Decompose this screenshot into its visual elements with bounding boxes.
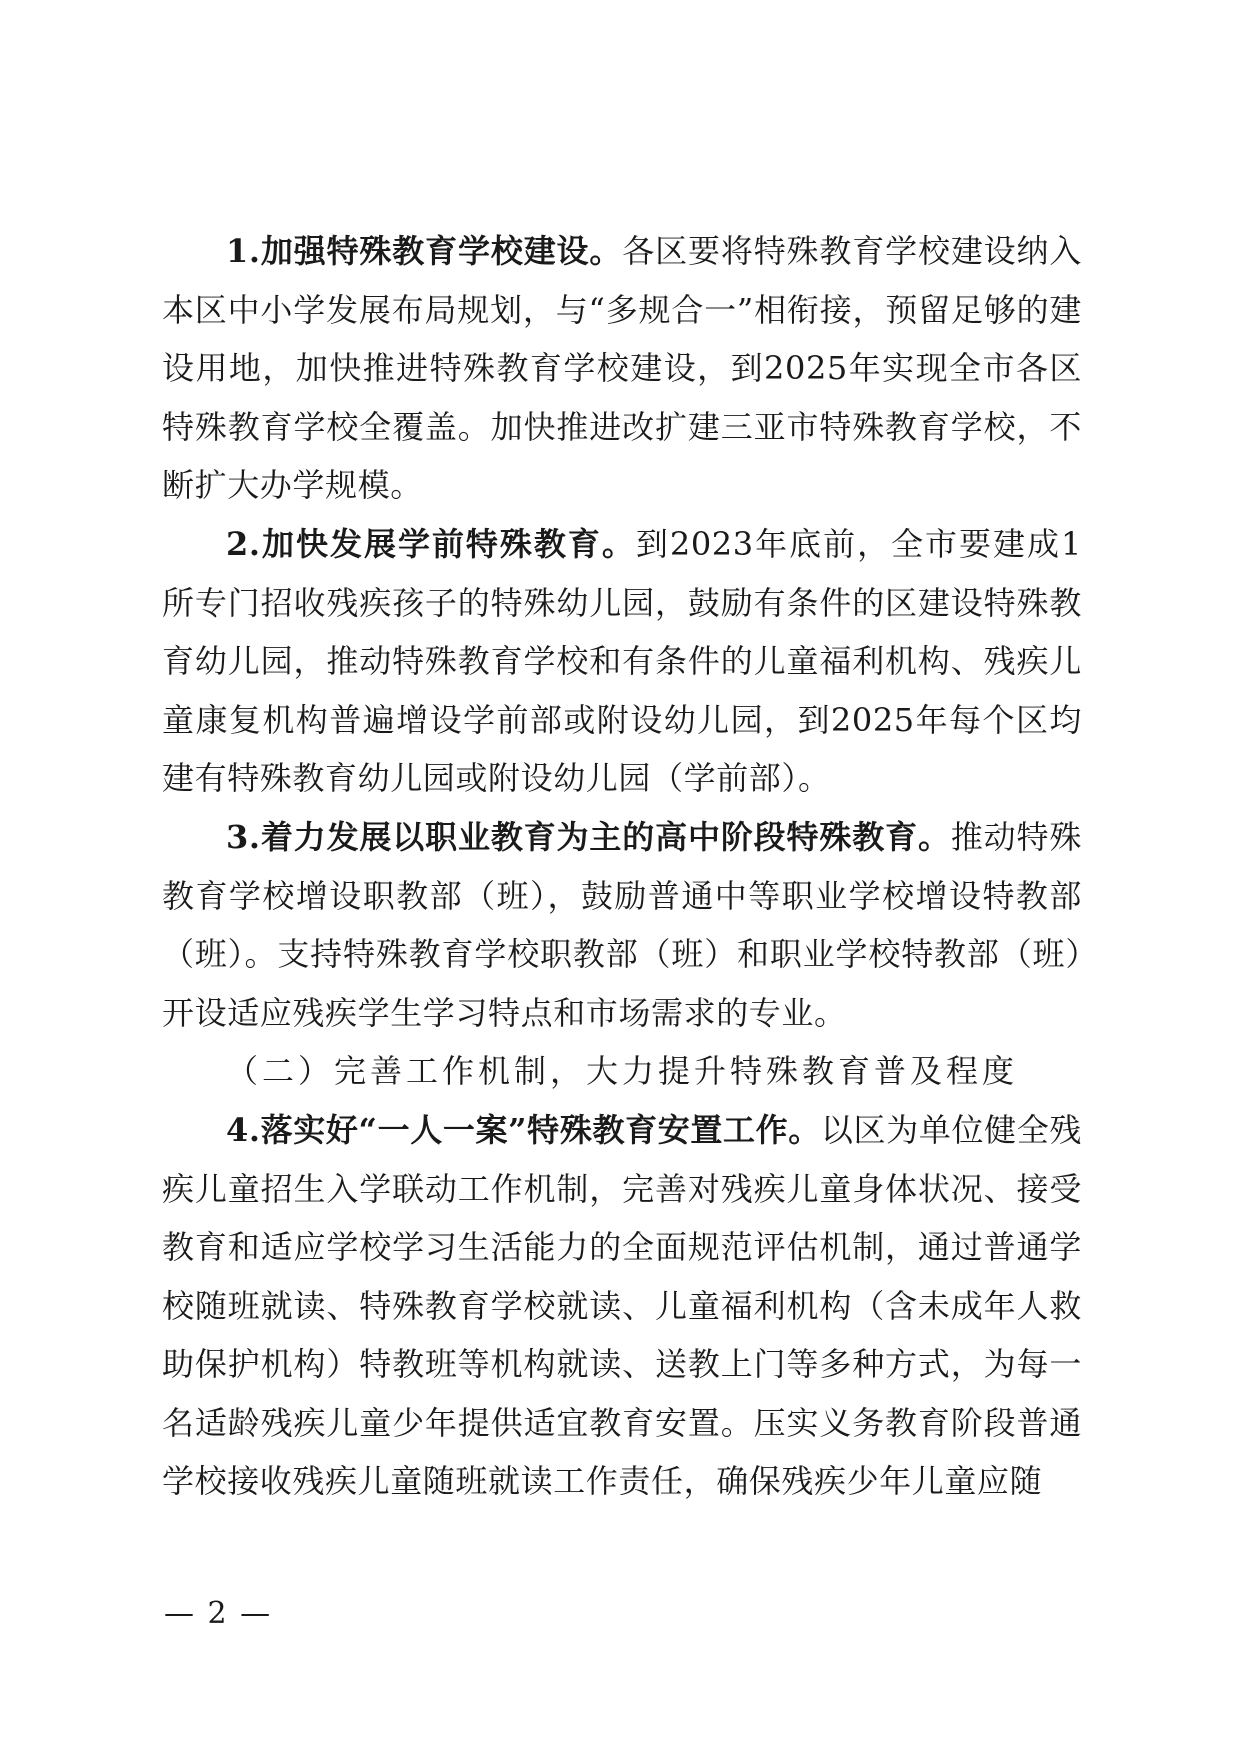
paragraph-2 xyxy=(162,515,1082,808)
paragraph-3 xyxy=(162,808,1082,1042)
paragraph-3-body: 推动特殊教育学校增设职教部（班），鼓励普通中等职业学校增设特教部（班）。支持特殊教育学校职教部（班）和职业学校特教部（班）开设适应残疾学生学习特点和市场需求的专业。 xyxy=(162,817,1082,1032)
paragraph-4-body: 以区为单位健全残疾儿童招生入学联动工作机制，完善对残疾儿童身体状况、接受教育和适应学校学习生活能力的全面规范评估机制，通过普通学校随班就读、特殊教育学校就读、儿童福利机构（含未成年人救助保护机构）特教班等机构就读、送教上门等多种方式，为每一名适龄残疾儿童少年提供适宜教育安置。压实义务教育阶段普通学校接收残疾儿童随班就读工作责任，确保残疾少年儿童应随 xyxy=(162,1110,1082,1501)
paragraph-1 xyxy=(162,222,1082,515)
section-heading: （二）完善工作机制，大力提升特殊教育普及程度 xyxy=(226,1052,1019,1091)
paragraph-4-lead: 4.落实好“一人一案”特殊教育安置工作。 xyxy=(226,1110,821,1149)
document-body xyxy=(162,222,1082,1511)
paragraph-1-lead: 1.加强特殊教育学校建设。 xyxy=(226,232,623,270)
paragraph-2-body: 到2023年底前，全市要建成1所专门招收残疾孩子的特殊幼儿园，鼓励有条件的区建设特殊教育幼儿园，推动特殊教育学校和有条件的儿童福利机构、残疾儿童康复机构普遍增设学前部或附设幼儿园，到2025年每个区均建有特殊教育幼儿园或附设幼儿园（学前部）。 xyxy=(162,524,1082,798)
page-number: — 2 — xyxy=(164,1596,273,1631)
paragraph-2-lead: 2.加快发展学前特殊教育。 xyxy=(226,524,636,563)
paragraph-3-lead: 3.着力发展以职业教育为主的高中阶段特殊教育。 xyxy=(226,817,951,856)
paragraph-1-body: 各区要将特殊教育学校建设纳入本区中小学发展布局规划，与“多规合一”相衔接，预留足够的建设用地，加快推进特殊教育学校建设，到2025年实现全市各区特殊教育学校全覆盖。加快推进改扩建三亚市特殊教育学校，不断扩大办学规模。 xyxy=(162,232,1082,505)
paragraph-4 xyxy=(162,1101,1082,1511)
